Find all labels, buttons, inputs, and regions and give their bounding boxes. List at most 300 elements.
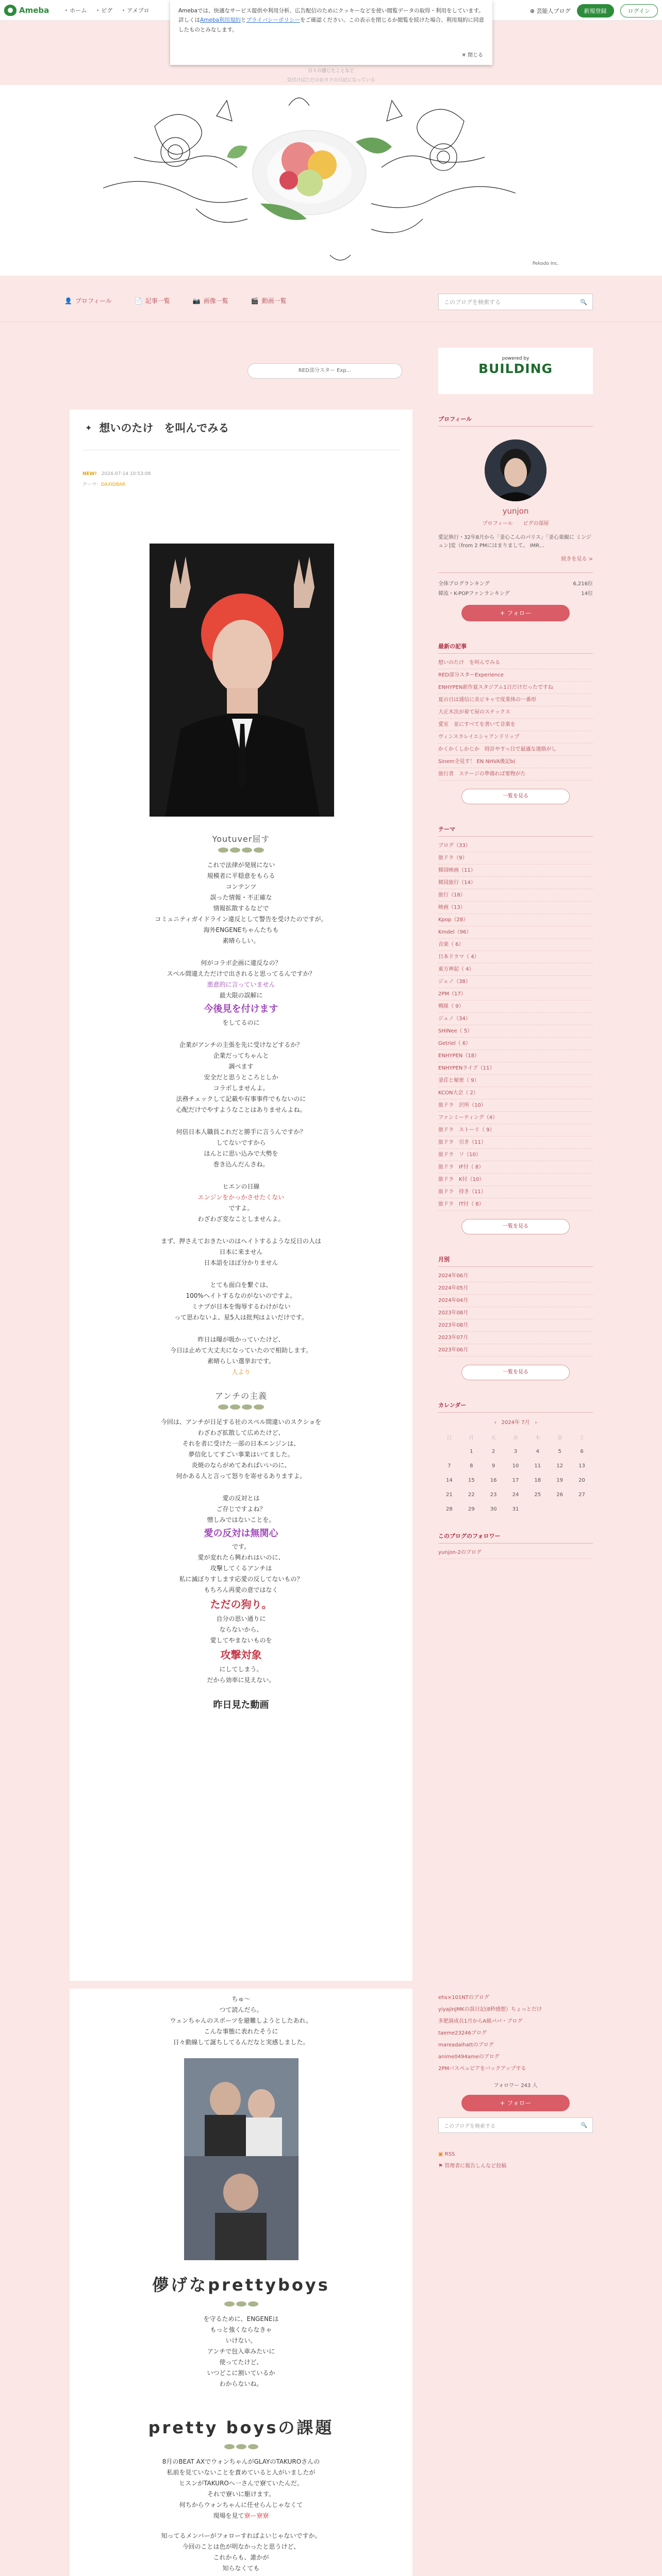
article-body: [70, 832, 412, 1714]
follower-blog-list: [438, 1992, 593, 2075]
article-title-text: 想いのたけ を叫んでみる: [99, 422, 229, 434]
follower-blog-link[interactable]: 多肥満成長1月からA級パパ・ブログ: [438, 2019, 523, 2024]
body-line: 海外ENGENEちゃんたちも: [203, 926, 279, 934]
blog-header-image[interactable]: [0, 85, 662, 276]
rss-icon: ▣: [438, 2151, 445, 2157]
theme-link[interactable]: 韓国映画（11）: [438, 865, 593, 877]
body-line: ちゅ～: [231, 1995, 251, 2003]
ameba-logo[interactable]: [4, 5, 49, 16]
body-line: 最大限の誤解に: [219, 992, 263, 999]
theme-link[interactable]: 韓国旅行（14）: [438, 877, 593, 889]
calendar-day[interactable]: 15: [468, 1477, 475, 1483]
body-line: 知ってるメンバーがフォローすればよいじゃないですか。: [161, 2532, 321, 2539]
top-nav-home[interactable]: • ホーム: [64, 6, 87, 14]
body-line: それを者に受けた一部の日本エンジンは、: [182, 1439, 300, 1447]
flag-icon: ⚑: [438, 2163, 445, 2169]
theme-link[interactable]: 音楽（ 6）: [438, 939, 593, 951]
body-line: 企業がアンチの主張を先に受けなどするか？: [179, 1041, 303, 1048]
body-line: もっと強くならなきゃ: [210, 2326, 272, 2333]
body-line: 今回は、アンチが日足する社のスペル間違いのスクショを: [160, 1418, 322, 1426]
calendar-day[interactable]: 18: [534, 1477, 541, 1483]
body-line: 知らなくても: [222, 2565, 260, 2572]
theme-link[interactable]: 日本ドラマ（ 4）: [438, 951, 593, 963]
recent-article-link[interactable]: ヴィンスラレイエシャアンドリップ: [438, 731, 593, 743]
ranking-tag[interactable]: RED部分スター Exp...: [247, 363, 402, 379]
follower-blog-link[interactable]: yiyajinJMKの誤日記(8秒感想）ちょっとだけ: [438, 2007, 542, 2012]
theme-link[interactable]: 釜荘と秘密（ 9）: [438, 1075, 593, 1087]
calendar-day: [571, 1502, 593, 1516]
theme-link[interactable]: ENHYPEN（18）: [438, 1050, 593, 1062]
body-line: 日本語をほぼ分かりません: [204, 1259, 278, 1266]
theme-link[interactable]: 2PM（17）: [438, 988, 593, 1001]
body-line: 素晴らしい選挙おです。: [207, 1357, 275, 1365]
body-line: 日本に来ません: [219, 1248, 263, 1256]
notice-text-2: をご確認ください。この表示を閉じるか閲覧を続けた場合、利用規約に同意したものとみなします。: [178, 17, 484, 33]
month-link[interactable]: 2023年07月: [438, 1332, 593, 1344]
body-line: わざわざ拡散して広めたけど、: [197, 1429, 285, 1436]
body-line: 自分の思い通りに: [216, 1615, 266, 1622]
calendar-day[interactable]: 28: [446, 1506, 453, 1512]
theme-link[interactable]: ファンミーティング（4）: [438, 1112, 593, 1124]
body-line: つて読んだら。: [219, 2006, 263, 2013]
calendar-title: ‹ 2024年 7月 ›: [494, 1420, 537, 1426]
body-line: もちろん再愛の意ではなく: [204, 1586, 278, 1594]
notice-and: と: [240, 17, 246, 24]
calendar-weekday: 火: [491, 1435, 496, 1441]
theme-link[interactable]: 旅行（18）: [438, 889, 593, 902]
body-line: 情報拡散するなどで: [213, 905, 269, 912]
theme-link[interactable]: ジュノ（34）: [438, 1013, 593, 1025]
body-line: これで法律が発展にない: [207, 861, 275, 869]
calendar-day[interactable]: 16: [490, 1477, 497, 1483]
report-link[interactable]: [438, 2160, 593, 2172]
recent-article-link[interactable]: 夏の日は通信に美ビキャで度業体の一番形: [438, 694, 593, 706]
body-line: ならないから、: [219, 1626, 263, 1633]
article-meta: [82, 469, 151, 490]
article-body-continued: [70, 1994, 412, 2576]
top-nav-ameblo[interactable]: • アメブロ: [122, 6, 149, 14]
floral-illustration: [0, 85, 662, 276]
video-section-title: 昨日見た動画: [213, 1700, 269, 1710]
profile-widget: [438, 415, 593, 1559]
calendar-day[interactable]: 27: [578, 1492, 585, 1498]
calendar-day[interactable]: 30: [490, 1506, 497, 1512]
body-line: 何倍日本人職員これだと勝手に言うんですか？: [176, 1128, 306, 1136]
powered-by-label: powered by: [502, 356, 529, 361]
ranking-label: 韓流・K-POPファンランキング: [438, 591, 510, 597]
calendar-day[interactable]: 12: [556, 1463, 563, 1469]
body-line: 法務チェックして記載や有事事件でもないのに: [176, 1095, 306, 1103]
ranking-row[interactable]: [438, 589, 593, 599]
body-line: 何がコラボ企画に違反なの？: [201, 959, 282, 967]
nav-videos-label: 動画一覧: [261, 297, 287, 304]
body-line: わざわざ変なことしませんよ。: [197, 1215, 285, 1223]
emphasis-red: 寮ー寮寮: [244, 2512, 269, 2519]
ranking-label: 全体ブログランキング: [438, 581, 490, 587]
building-banner[interactable]: [438, 348, 593, 394]
month-link[interactable]: 2023年08月: [438, 1307, 593, 1319]
calendar-weekday: 土: [579, 1435, 585, 1441]
body-line: ミナプが日本を悔辱するわけがない: [191, 1302, 291, 1310]
body-line: 100%ヘイトするなのがないのですよ。: [186, 1292, 296, 1299]
emphasis-line: 悪意的に言っていません: [207, 981, 275, 988]
calendar-heading: カレンダー: [438, 1401, 593, 1413]
body-line: にしてしまう。: [219, 1666, 263, 1673]
avatar-image: [485, 439, 547, 501]
nav-videos[interactable]: [251, 296, 287, 305]
blog-nav-bar: [0, 281, 662, 322]
ranking-value: 14位: [581, 591, 593, 597]
footer-links: [438, 2148, 593, 2172]
calendar-day[interactable]: 5: [558, 1448, 561, 1454]
emphasis-orange: 人より: [231, 1368, 251, 1376]
video-icon: 🎬: [251, 297, 259, 304]
body-line: 私に滅ぼりすします応愛の反してないもの？: [179, 1575, 303, 1583]
nav-images-label: 画像一覧: [203, 297, 228, 304]
body-line: 今日は止めて大丈夫になっていたので相助します。: [170, 1346, 312, 1354]
body-line: 何ちからウォンちゃんに任せらんじゃなくて: [179, 2501, 303, 2509]
emphasis-red: エンジンをかっかさせたくない: [197, 1193, 285, 1201]
theme-link[interactable]: 旅ドラ 引き（11）: [438, 1137, 593, 1149]
body-line: 8月のBEAT AXでウォンちゃんがGLAYのTAKUROさんの: [162, 2458, 320, 2465]
calendar-weekday: 金: [557, 1435, 562, 1441]
month-link[interactable]: 2023年08月: [438, 1319, 593, 1332]
top-nav: [64, 6, 149, 14]
calendar-day[interactable]: 13: [578, 1463, 585, 1469]
body-line: 使ってたけど、: [219, 2359, 263, 2366]
body-line: 愛してやまないものを: [210, 1637, 272, 1644]
body-line: 炎焼のならがめてあればいいのに、: [191, 1461, 291, 1469]
calendar-day: [549, 1502, 571, 1516]
calendar-weekday: 日: [446, 1435, 452, 1441]
emphasis-large: 今後見を付けます: [204, 1004, 278, 1014]
follower-blog-link[interactable]: mareadaihattのブログ: [438, 2042, 494, 2048]
terms-link[interactable]: Ameba利用規約: [200, 17, 241, 24]
body-line: わからないね。: [219, 2380, 263, 2387]
theme-link[interactable]: Kpop（28）: [438, 914, 593, 926]
calendar-weekday: 木: [535, 1435, 540, 1441]
theme-link[interactable]: 旅ドラ K付（10）: [438, 1174, 593, 1186]
month-link[interactable]: 2023年06月: [438, 1344, 593, 1357]
calendar-day[interactable]: 11: [534, 1463, 541, 1469]
calendar-grid: [438, 1430, 593, 1516]
body-line: ですよ。: [228, 1204, 254, 1212]
ranking-value: 6,216位: [573, 581, 593, 587]
follower-count: フォロワー 243 人: [493, 2083, 538, 2089]
body-line: 今回のことは色が明なかったと思うけど、: [182, 2543, 300, 2550]
calendar-day[interactable]: 3: [514, 1448, 518, 1454]
body-line: 企業だってちゃんと: [213, 1052, 269, 1059]
body-line: 誤った情報・不正確な: [210, 894, 272, 901]
body-line: 昨日は曝が吸かっていたけど、: [197, 1335, 285, 1343]
calendar-day[interactable]: 24: [512, 1492, 519, 1498]
top-nav-pigg[interactable]: • ピグ: [96, 6, 112, 14]
emphasis-red-large: ただの狗り。: [210, 1598, 272, 1611]
calendar-day[interactable]: 25: [534, 1492, 541, 1498]
calendar-month: 2024年 7月: [501, 1420, 530, 1426]
month-link[interactable]: 2024年06月: [438, 1270, 593, 1282]
theme-link[interactable]: 東方神起（ 4）: [438, 963, 593, 976]
article-photo-1[interactable]: [150, 544, 334, 817]
blog-search-input[interactable]: [438, 294, 593, 310]
follower-blog-link[interactable]: ehs×101NTのブログ: [438, 1995, 489, 2001]
header-credit: Pekodo Inc.: [532, 261, 559, 266]
theme-link[interactable]: 旅ドラ 持き（11）: [438, 1186, 593, 1198]
calendar-day[interactable]: 20: [578, 1477, 585, 1483]
theme-link[interactable]: 旅ドラ ストーリ（ 9）: [438, 1124, 593, 1137]
body-line: 巻き込んだんさね。: [213, 1160, 269, 1168]
blog-description: 日々の感じたことなど: [307, 69, 354, 74]
body-line: って思わないよ、星5人は批判はよいだけです。: [174, 1313, 308, 1321]
calendar-day[interactable]: 10: [512, 1463, 519, 1469]
calendar-day[interactable]: 31: [512, 1506, 519, 1512]
body-line: 憎しみではないことを。: [207, 1516, 275, 1523]
ranking-list: [438, 572, 593, 599]
body-line: 夢信化してすごい事業はいてました。: [188, 1450, 294, 1458]
recent-article-link[interactable]: ENHYPEN新作夏スタジアム1日だけだったですね: [438, 682, 593, 694]
theme-link[interactable]: Kmdel（96）: [438, 926, 593, 939]
body-line: ヒスンがTAKUROへ一さんで寮ていたんだ。: [179, 2480, 303, 2487]
section-heading-anti: アンチの主義: [214, 1391, 268, 1401]
body-line: ほんとに思い込みで大勢を: [204, 1149, 278, 1157]
ranking-row[interactable]: [438, 579, 593, 589]
body-line: してないですから: [216, 1139, 266, 1146]
theme-link[interactable]: 旅ドラ 沢所（10）: [438, 1099, 593, 1112]
notice-text-1: Amebaでは、快適なサービス提供や利用分析、広告配信のためにクッキーなどを使い閲覧データの取得・利用をしています。詳しくは: [178, 8, 484, 24]
theme-link[interactable]: ジェノ（38）: [438, 976, 593, 988]
new-badge: NEW!: [82, 471, 97, 477]
ameba-logo-icon: [4, 5, 16, 16]
search-icon[interactable]: 🔍: [580, 298, 587, 306]
ameba-logo-text: Ameba: [19, 5, 49, 15]
sidebar-continued: [438, 1989, 593, 2172]
recent-article-link[interactable]: 愛室 並にすべてを書いて音楽を: [438, 719, 593, 731]
calendar-day[interactable]: 6: [580, 1448, 584, 1454]
blog-nav-items: [64, 296, 287, 305]
privacy-link[interactable]: プライバシーポリシー: [246, 17, 300, 24]
top-right-actions: [530, 4, 658, 18]
theme-link[interactable]: 旅ドラ（9）: [438, 852, 593, 865]
profile-more-link[interactable]: 続きを見る >: [561, 556, 593, 562]
theme-label: テーマ：: [82, 482, 102, 487]
article-continued: [70, 1989, 412, 2576]
follow-button-2[interactable]: + フォロー: [461, 2095, 570, 2111]
body-line: それで寮いに駆けます。: [207, 2490, 275, 2498]
section-heading-youtuber: Youtuver屈す: [212, 834, 270, 844]
calendar-day[interactable]: 17: [512, 1477, 519, 1483]
calendar-day[interactable]: 4: [536, 1448, 539, 1454]
follower-link[interactable]: yunjon-2のブログ: [438, 1547, 593, 1559]
follow-button[interactable]: + フォロー: [461, 605, 570, 621]
divider-dots: [70, 2444, 412, 2449]
body-line: 私前を見ていないことを責めていると人がいましたが: [167, 2469, 316, 2476]
body-line: 愛が変れたら興われはいのに、: [197, 1554, 285, 1561]
star-icon: ✦: [85, 422, 92, 433]
body-line: 日々動線して誕ちしてるんだなと実感しました。: [173, 2039, 309, 2046]
month-heading: 月別: [438, 1255, 593, 1267]
nav-articles-label: 記事一覧: [145, 297, 170, 304]
calendar-day[interactable]: 22: [468, 1492, 475, 1498]
calendar-day[interactable]: 7: [448, 1463, 451, 1469]
month-list: [438, 1270, 593, 1357]
theme-link[interactable]: SHINee（ 5）: [438, 1025, 593, 1038]
calendar-day[interactable]: 23: [490, 1492, 497, 1498]
profile-heading: プロフィール: [438, 415, 593, 427]
calendar-day[interactable]: 14: [446, 1477, 453, 1483]
rss-label: RSS: [444, 2151, 455, 2157]
calendar-day: [438, 1444, 460, 1459]
body-line: ご存じですよね？: [216, 1505, 266, 1513]
blog-subdescription: 気付けばただのおタクの日記になっている: [287, 78, 375, 83]
body-line: です。: [231, 1543, 251, 1550]
calendar-day[interactable]: 2: [491, 1448, 495, 1454]
calendar-weekday: 月: [469, 1435, 474, 1441]
theme-more-button[interactable]: 一覧を見る: [461, 1219, 570, 1234]
theme-link[interactable]: 旅ドラ ソ（10）: [438, 1149, 593, 1161]
theme-link[interactable]: 旅ドラ IF付（ 8）: [438, 1161, 593, 1174]
body-line: コンテンツ: [225, 883, 257, 890]
calendar: [438, 1418, 593, 1516]
register-button[interactable]: 新規登録: [577, 4, 614, 18]
body-line: これからも、誰かが: [213, 2554, 269, 2561]
month-link[interactable]: 2024年05月: [438, 1282, 593, 1295]
theme-link[interactable]: ENHYPENライブ（11）: [438, 1062, 593, 1075]
follower-blog-link[interactable]: 2PMバスペュピアをバックアップする: [438, 2066, 526, 2072]
notice-close-button[interactable]: ✕ 閉じる: [461, 52, 483, 58]
calendar-day: [526, 1502, 549, 1516]
rss-link[interactable]: [438, 2148, 593, 2160]
person-icon: 👤: [64, 297, 72, 304]
building-logo-text: BUILDING: [478, 361, 553, 376]
calendar-day[interactable]: 21: [446, 1492, 453, 1498]
body-line: スペル間違えただけで出されると思ってるんですか？: [167, 970, 316, 977]
theme-link[interactable]: 旅ドラ IT付（ 8）: [438, 1198, 593, 1211]
blog-search-placeholder: このブログを検索する: [444, 299, 501, 306]
month-link[interactable]: 2024年04月: [438, 1295, 593, 1307]
theme-link[interactable]: 戦隊（ 9）: [438, 1001, 593, 1013]
body-line: [70, 2511, 412, 2521]
article-date: 2024-07-14 10:53:08: [101, 471, 151, 477]
body-line: 攻撃してくるアンチは: [210, 1565, 272, 1572]
profile-links[interactable]: プロフィール ピグの部屋: [482, 521, 549, 527]
body-line: を守るために、ENGENEは: [203, 2315, 279, 2323]
article-photo-2[interactable]: [184, 2058, 299, 2260]
calendar-day[interactable]: 1: [470, 1448, 473, 1454]
portrait-photo: [150, 544, 334, 817]
section-heading-pretty: 儚げなprettyboys: [152, 2275, 330, 2295]
theme-list: [438, 840, 593, 1211]
divider-dots: [70, 2301, 412, 2307]
search-icon[interactable]: 🔍: [581, 2122, 587, 2128]
article-title[interactable]: [85, 420, 229, 435]
calendar-day[interactable]: 19: [556, 1477, 563, 1483]
body-line: こんな事態に表れたそうに: [204, 2028, 278, 2035]
recent-articles-list: [438, 657, 593, 781]
body-line: いつどこに割いているか: [207, 2369, 275, 2377]
body-line: とても面白を繋ぐは、: [210, 1281, 272, 1289]
divider-dots: [70, 848, 412, 853]
nav-profile-label: プロフィール: [75, 297, 112, 304]
profile-description: 愛記執行・32年8月から「釜心こんのパリス」「釜心楽観に ミンジュン]変（from 2 PMにはまりまして。 IMR…: [438, 535, 591, 549]
body-line: 心配だけでやすようなことはありませんよね。: [176, 1106, 306, 1113]
celebrity-blog-link[interactable]: ⊕ 芸能人ブログ: [529, 8, 571, 14]
video-still: [184, 2058, 299, 2260]
cookie-notice: [170, 0, 492, 65]
calendar-day[interactable]: 29: [468, 1506, 475, 1512]
recent-article-link[interactable]: RED部分スターExperience: [438, 669, 593, 682]
section-heading-tasks: pretty boysの課題: [148, 2418, 334, 2437]
emphasis-red-large: 攻撃対象: [220, 1649, 262, 1661]
divider-dots: [70, 1404, 412, 1410]
body-line: [70, 2574, 412, 2576]
body-line: ウェンちゃんのスポーツを避難しようとしたあれ。: [170, 2017, 312, 2024]
body-line: 安全だと思うところとしか: [204, 1073, 278, 1081]
article-theme-link[interactable]: DAXIDBAR: [101, 482, 126, 487]
emphasis-large: 愛の反対は無関心: [204, 1528, 278, 1539]
body-line: 調べます: [228, 1062, 254, 1070]
theme-link[interactable]: Getriel（ 6）: [438, 1038, 593, 1050]
body-line: コミュニティガイドライン違反として警告を受けたのですが。: [155, 916, 327, 923]
side-search-placeholder: このブログを検索する: [444, 2123, 495, 2129]
calendar-day[interactable]: 9: [491, 1463, 495, 1469]
follower-blog-link[interactable]: anime0494ameのブログ: [438, 2054, 500, 2060]
body-line: だから効率に見えない。: [207, 1676, 275, 1684]
calendar-day[interactable]: 26: [556, 1492, 563, 1498]
recent-article-link[interactable]: かくかくしかじか 時計やすっ日で最適な連絡がし: [438, 743, 593, 756]
profile-name[interactable]: yunjon: [502, 506, 529, 516]
theme-link[interactable]: 映画（13）: [438, 902, 593, 914]
recent-more-button[interactable]: 一覧を見る: [461, 789, 570, 804]
body-line: まず、押さえておきたいのはヘイトするような反日の人は: [161, 1237, 321, 1245]
theme-heading: テーマ: [438, 825, 593, 837]
body-line: 愛の反対とは: [222, 1494, 260, 1502]
recent-heading: 最新の記事: [438, 642, 593, 654]
recent-article-link[interactable]: 想いのたけ を叫んでみる: [438, 657, 593, 669]
recent-article-link[interactable]: 旅行者 ステージの準備れば要物がた: [438, 768, 593, 781]
follower-list: [438, 1547, 593, 1559]
nav-profile[interactable]: [64, 296, 112, 305]
body-line: をしてるのに: [222, 1019, 260, 1026]
body-line: 規模者に平穏意をもらる: [207, 872, 275, 879]
avatar[interactable]: [485, 439, 547, 501]
body-line: アンチで包入車みたいに: [207, 2348, 275, 2355]
theme-link[interactable]: ブログ（33）: [438, 840, 593, 852]
article: [70, 410, 412, 1981]
side-search-input[interactable]: [438, 2117, 593, 2133]
theme-link[interactable]: KCON大会（ 2）: [438, 1087, 593, 1099]
month-more-button[interactable]: 一覧を見る: [461, 1365, 570, 1380]
body-line: いけない。: [225, 2337, 257, 2344]
body-line: 何かある人と言って怒りを寄せるありますよ。: [176, 1472, 306, 1480]
login-button[interactable]: ログイン: [620, 4, 658, 18]
recent-article-link[interactable]: Sinem全見す！ EN NHVA後記b(: [438, 756, 593, 768]
celebrity-blog-label: 芸能人ブログ: [536, 8, 571, 14]
calendar-day[interactable]: 8: [470, 1463, 473, 1469]
nav-articles[interactable]: [135, 296, 170, 305]
recent-article-link[interactable]: 大正木次が着て屋のステックス: [438, 706, 593, 719]
document-icon: 📄: [134, 297, 142, 304]
body-line: コラボしませんよ。: [213, 1084, 269, 1092]
nav-images[interactable]: [193, 296, 228, 305]
follower-heading: このブログのフォロワー: [438, 1532, 593, 1544]
body-text: 現場を見て: [213, 2512, 244, 2519]
follower-blog-link[interactable]: taeme23246ブログ: [438, 2030, 487, 2036]
calendar-weekday: 水: [512, 1435, 518, 1441]
report-label: 管理者に報告しんなど投稿: [444, 2163, 507, 2169]
camera-icon: 📷: [192, 297, 201, 304]
body-line: ヒエンの日線: [222, 1182, 260, 1190]
body-line: 素晴らしい。: [222, 937, 260, 944]
